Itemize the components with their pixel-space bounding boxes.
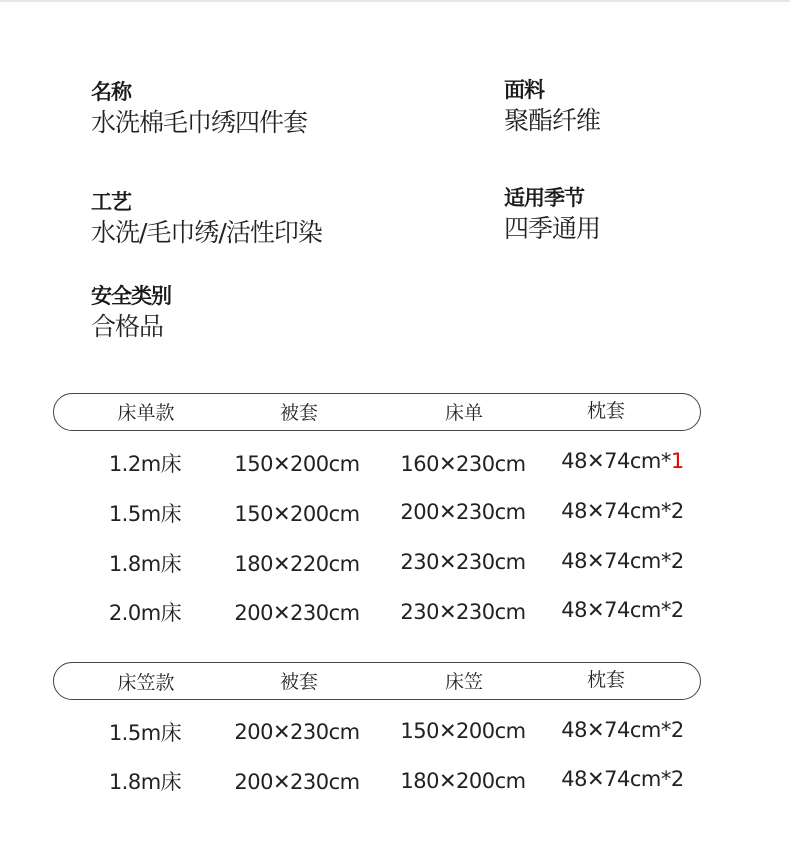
pillow-cell	[550, 715, 695, 745]
spec-fabric-value: 聚酯纤维	[504, 106, 601, 135]
pillow-qty: 2	[670, 718, 684, 742]
duvet-cell: 150✕200cm	[234, 502, 360, 526]
table2-header-duvet: 被套	[279, 671, 318, 693]
pillow-qty: 2	[670, 598, 684, 622]
sheet-cell: 160✕230cm	[400, 452, 526, 476]
spec-craft	[91, 190, 322, 248]
size-cell: 1.5m床	[108, 721, 182, 745]
pillow-size: 48✕74cm*	[561, 549, 671, 573]
table1-header-style: 床单款	[117, 402, 175, 424]
sheet-cell: 230✕230cm	[400, 600, 526, 624]
duvet-cell: 150✕200cm	[234, 452, 360, 476]
spec-craft-value: 水洗/毛巾绣/活性印染	[91, 218, 322, 247]
table1-header	[53, 393, 701, 431]
table1-header-pillow: 枕套	[586, 400, 625, 422]
pillow-size: 48✕74cm*	[561, 767, 671, 791]
pillow-qty: 2	[670, 549, 684, 573]
table1-header-sheet: 床单	[444, 402, 483, 424]
pillow-cell	[550, 446, 695, 476]
table-row	[0, 499, 790, 529]
spec-season	[504, 186, 600, 244]
pillow-qty: 2	[670, 499, 684, 523]
pillow-size: 48✕74cm*	[561, 499, 671, 523]
table-row	[0, 549, 790, 579]
duvet-cell: 180✕220cm	[234, 552, 360, 576]
table-row	[0, 767, 790, 797]
duvet-cell: 200✕230cm	[234, 720, 360, 744]
duvet-cell: 200✕230cm	[234, 601, 360, 625]
spec-craft-label: 工艺	[91, 190, 131, 214]
spec-name	[91, 80, 307, 138]
spec-season-value: 四季通用	[504, 214, 601, 243]
table2-header-pillow: 枕套	[586, 669, 625, 691]
spec-safety-value: 合格品	[91, 312, 164, 341]
size-cell: 1.8m床	[108, 770, 182, 794]
spec-season-label: 适用季节	[504, 186, 584, 210]
table2-header-style: 床笠款	[117, 672, 175, 694]
spec-safety-label: 安全类别	[91, 284, 171, 308]
spec-fabric-label: 面料	[504, 78, 544, 102]
pillow-size: 48✕74cm*	[561, 449, 671, 473]
size-cell: 1.8m床	[108, 552, 182, 576]
size-cell: 2.0m床	[108, 601, 182, 625]
pillow-cell	[550, 595, 695, 625]
table-row	[0, 449, 790, 479]
table2-header	[53, 662, 701, 700]
table1-header-duvet: 被套	[279, 402, 318, 424]
table-row	[0, 598, 790, 628]
sheet-cell: 230✕230cm	[400, 550, 526, 574]
spec-safety	[91, 284, 171, 342]
spec-name-label: 名称	[91, 80, 131, 104]
table-row	[0, 718, 790, 748]
size-cell: 1.2m床	[108, 452, 182, 476]
pillow-cell	[550, 764, 695, 794]
pillow-qty: 2	[670, 767, 684, 791]
pillow-size: 48✕74cm*	[561, 598, 671, 622]
spec-name-value: 水洗棉毛巾绣四件套	[91, 108, 308, 137]
sheet-cell: 150✕200cm	[400, 719, 526, 743]
pillow-size: 48✕74cm*	[561, 718, 671, 742]
pillow-cell	[550, 546, 695, 576]
sheet-cell: 180✕200cm	[400, 769, 526, 793]
size-cell: 1.5m床	[108, 502, 182, 526]
pillow-cell	[550, 496, 695, 526]
duvet-cell: 200✕230cm	[234, 770, 360, 794]
pillow-qty-highlight: 1	[670, 449, 684, 473]
spec-fabric	[504, 78, 600, 136]
top-divider	[0, 0, 790, 2]
table2-header-fitted-sheet: 床笠	[444, 671, 483, 693]
sheet-cell: 200✕230cm	[400, 500, 526, 524]
